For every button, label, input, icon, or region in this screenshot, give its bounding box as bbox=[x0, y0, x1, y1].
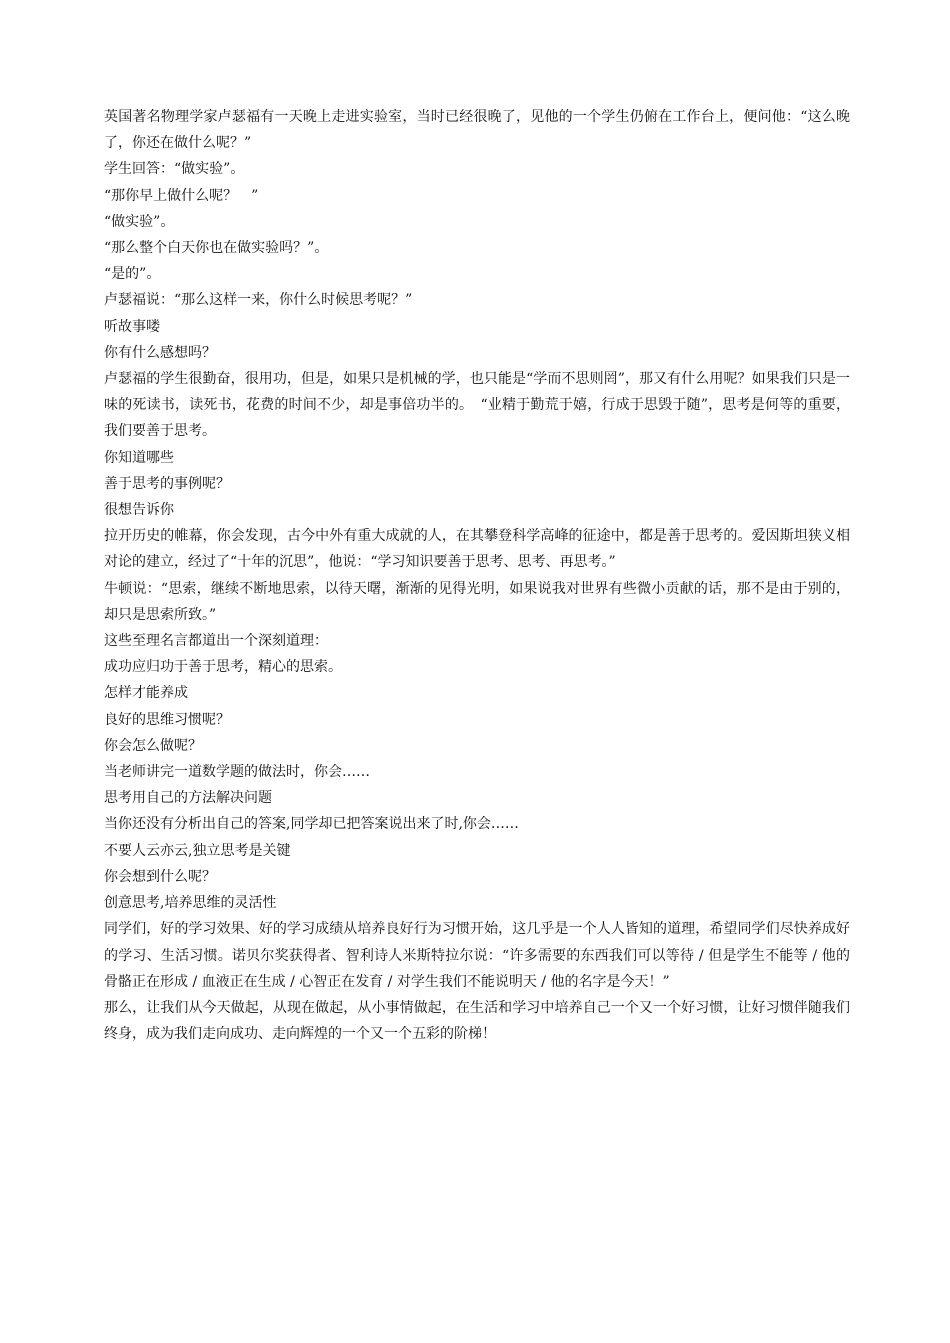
document-body bbox=[104, 104, 850, 1047]
question-line: 你有什么感想吗？ bbox=[104, 344, 216, 361]
dialogue-line: “是的”。 bbox=[104, 266, 161, 283]
section-heading: 怎样才能养成 bbox=[104, 685, 188, 702]
question-line: 善于思考的事例呢？ bbox=[104, 475, 230, 492]
dialogue-line: “那你早上做什么呢？ ” bbox=[104, 187, 259, 204]
rutherford-quote-line: 卢瑟福说：“那么这样一来，你什么时候思考呢？” bbox=[104, 292, 413, 309]
text-line: 成功应归功于善于思考，精心的思索。 bbox=[104, 659, 342, 676]
question-line: 良好的思维习惯呢？ bbox=[104, 711, 230, 728]
history-paragraph: 拉开历史的帷幕，你会发现，古今中外有重大成就的人，在其攀登科学高峰的征途中，都是善于思考的。爱因斯坦狭义相对论的建立，经过了“十年的沉思”，他说：“学习知识要善于思考、思考、再思考。” bbox=[104, 528, 850, 571]
closing-paragraph: 那么，让我们从今天做起，从现在做起，从小事情做起，在生活和学习中培养自己一个又一个好习惯，让好习惯伴随我们终身，成为我们走向成功、走向辉煌的一个又一个五彩的阶梯！ bbox=[104, 999, 850, 1043]
text-line: 当你还没有分析出自己的答案,同学却已把答案说出来了时,你会…… bbox=[104, 816, 519, 833]
text-line: 这些至理名言都道出一个深刻道理： bbox=[104, 633, 328, 650]
dialogue-line: “做实验”。 bbox=[104, 213, 175, 230]
habits-paragraph: 同学们，好的学习效果、好的学习成绩从培养良好行为习惯开始，这几乎是一个人人皆知的道理，希望同学们尽快养成好的学习、生活习惯。诺贝尔奖获得者、智利诗人米斯特拉尔说：“许多需要的东西我们可以等待 / 但是学生不能等 / 他的骨骼正在形成 / 血液正在生成 / 心智正在发育 / 对学生我们不能说明天 / 他的名字是今天！” bbox=[104, 921, 850, 990]
reflection-paragraph: 卢瑟福的学生很勤奋，很用功，但是，如果只是机械的学，也只能是“学而不思则罔”，那又有什么用呢？如果我们只是一味的死读书，读死书，花费的时间不少，却是事倍功半的。 “业精于勤荒于嬉，行成于思毁于随”，思考是何等的重要，我们要善于思考。 bbox=[104, 371, 850, 440]
text-line: 不要人云亦云,独立思考是关键 bbox=[104, 842, 291, 859]
newton-quote-paragraph: 牛顿说：“思索，继续不断地思索，以待天曙，渐渐的见得光明，如果说我对世界有些微小贡献的话，那不是由于别的，却只是思索所致。” bbox=[104, 580, 850, 623]
question-line: 你会想到什么呢？ bbox=[104, 868, 216, 885]
text-line: 创意思考,培养思维的灵活性 bbox=[104, 895, 277, 912]
text-line: 思考用自己的方法解决问题 bbox=[104, 790, 272, 807]
section-heading: 听故事喽 bbox=[104, 318, 160, 335]
dialogue-line: “那么整个白天你也在做实验吗？”。 bbox=[104, 240, 329, 257]
text-line: 当老师讲完一道数学题的做法时，你会…… bbox=[104, 764, 370, 781]
student-answer-line: 学生回答：“做实验”。 bbox=[104, 161, 245, 178]
section-heading: 你知道哪些 bbox=[104, 449, 174, 466]
story-intro-paragraph: 英国著名物理学家卢瑟福有一天晚上走进实验室，当时已经很晚了，见他的一个学生仍俯在工作台上，便问他：“这么晚了，你还在做什么呢？” bbox=[104, 109, 850, 152]
section-heading: 很想告诉你 bbox=[104, 502, 174, 519]
question-line: 你会怎么做呢？ bbox=[104, 737, 202, 754]
